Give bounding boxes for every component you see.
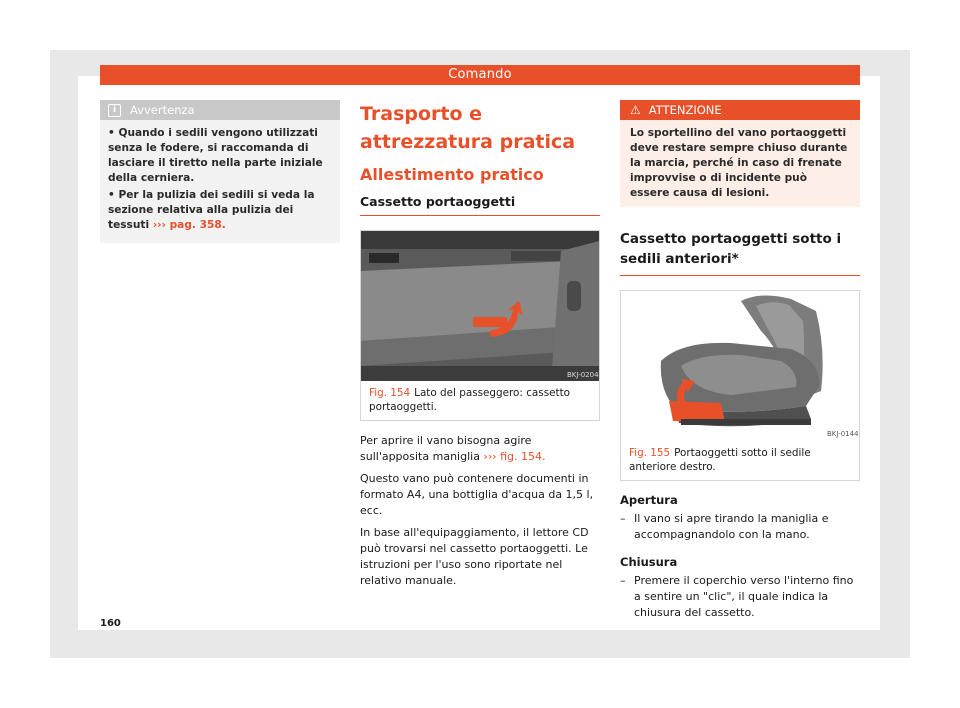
closing-title: Chiusura: [620, 555, 678, 569]
section-subtitle: Allestimento pratico: [360, 165, 544, 184]
glovebox-illustration: [361, 231, 599, 381]
note-item: • Per la pulizia dei sedili si veda la sezione relativa alla pulizia dei tessuti ››› pag. 358.: [108, 189, 315, 231]
figure-code: BKJ-0204: [567, 371, 599, 379]
page-number: 160: [100, 618, 121, 629]
chapter-header: Comando: [100, 65, 860, 85]
note-item: • Quando i sedili vengono utilizzati senza le fodere, si raccomanda di lasciare il tiretto nella parte iniziale della cerniera.: [108, 127, 323, 184]
body-paragraph: In base all'equipaggiamento, il lettore CD può trovarsi nel cassetto portaoggetti. Le istruzioni per l'uso sono riportate nel relativo manuale.: [360, 526, 589, 587]
opening-step: – Il vano si apre tirando la maniglia e accompagnandolo con la mano.: [620, 512, 829, 541]
note-page-link[interactable]: ››› pag. 358.: [152, 219, 226, 231]
note-box: [100, 100, 340, 243]
warning-box: [620, 100, 860, 207]
note-header: [100, 100, 340, 120]
body-text: [360, 433, 600, 589]
figure-caption: Fig. 155 Portaoggetti sotto il sedile anteriore destro.: [629, 447, 811, 473]
column-left: [100, 100, 340, 243]
note-title: Avvertenza: [130, 103, 195, 117]
column-right: [620, 100, 860, 621]
figure-link[interactable]: ››› fig. 154.: [483, 450, 546, 463]
warning-text: Lo sportellino del vano portaoggetti deve restare sempre chiuso durante la marcia, perché in caso di frenate improvvise o di incidente può essere causa di lesioni.: [630, 127, 848, 199]
section2-title: Cassetto portaoggetti sotto i sedili anteriori*: [620, 229, 860, 276]
warning-title: ATTENZIONE: [648, 103, 722, 117]
closing-step: – Premere il coperchio verso l'interno fino a sentire un "clic", il quale indica la chiusura del cassetto.: [620, 574, 854, 619]
figure-154: [360, 230, 600, 421]
note-body: [100, 120, 340, 243]
seat-drawer-illustration: [621, 291, 859, 441]
topic-title: Cassetto portaoggetti: [360, 194, 600, 216]
figure-code: BKJ-0144: [827, 430, 859, 438]
warning-triangle-icon: ⚠: [630, 103, 641, 117]
section-title: Trasporto e attrezzatura pratica: [360, 103, 576, 153]
figure-number: Fig. 154: [369, 387, 411, 399]
figure-155: [620, 290, 860, 481]
figure-number: Fig. 155: [629, 447, 671, 459]
body-paragraph: Questo vano può contenere documenti in formato A4, una bottiglia d'acqua da 1,5 l, ecc.: [360, 472, 594, 517]
info-icon: i: [108, 104, 121, 117]
column-middle: [360, 100, 600, 595]
body-paragraph: Per aprire il vano bisogna agire sull'apposita maniglia ››› fig. 154.: [360, 434, 546, 463]
figure-caption: Fig. 154 Lato del passeggero: cassetto portaoggetti.: [369, 387, 571, 413]
warning-header: [620, 100, 860, 120]
opening-title: Apertura: [620, 493, 678, 507]
